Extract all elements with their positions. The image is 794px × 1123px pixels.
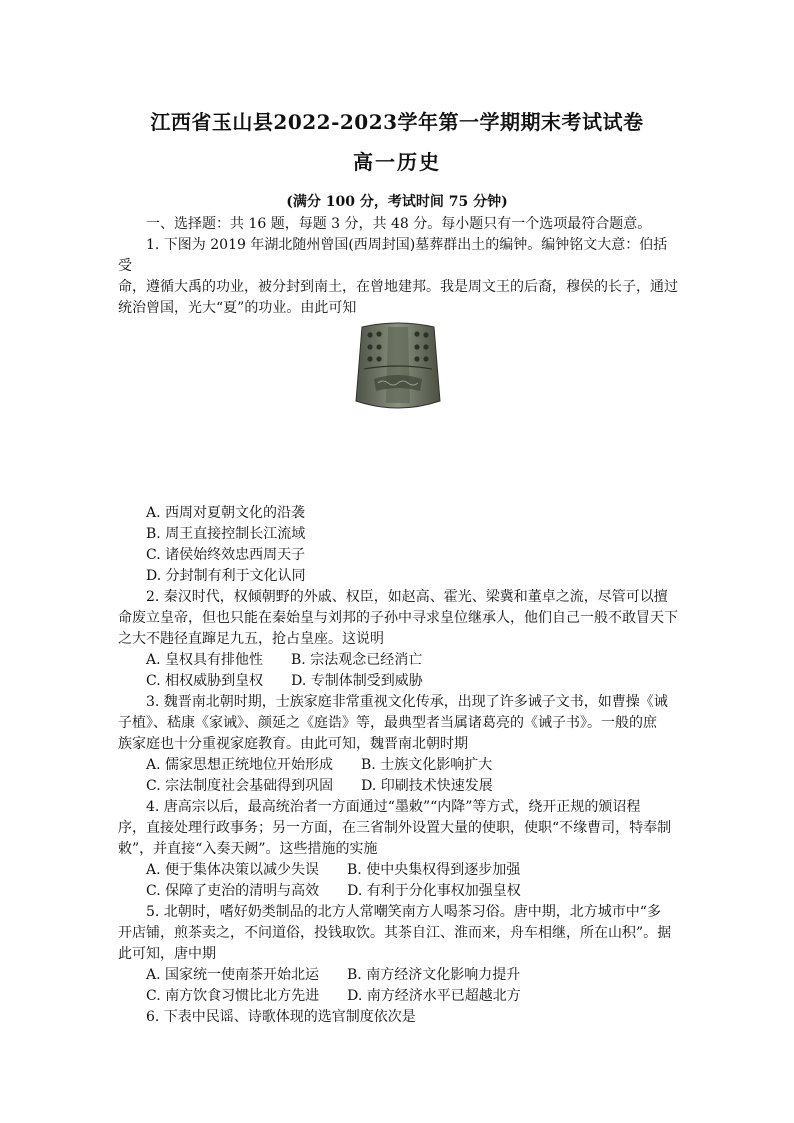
q4-options-row-2 [118,881,678,902]
q2-option-c: C. 相权威胁到皇权 [146,673,264,689]
q1-stem-line-2: 命，遵循大禹的功业，被分封到南土，在曾地建邦。我是周文王的后裔，穆侯的长子，通过 [118,279,678,295]
exam-title: 江西省玉山县2022-2023学年第一学期期末考试试卷 [150,110,644,134]
q1-stem-line-3: 统治曾国，光大“夏”的功业。由此可知 [118,300,357,316]
q3-stem-line-2: 子植》、嵇康《家诫》、颜延之《庭诰》等，最典型者当属诸葛亮的《诫子书》。一般的庶 [118,715,657,731]
bronze-bell-image [348,321,448,491]
q6-stem-line-1: 6. 下表中民谣、诗歌体现的选官制度依次是 [146,1009,416,1025]
section-instructions: 一、选择题：共 16 题，每题 3 分，共 48 分。每小题只有一个选项最符合题意。 [146,216,652,232]
q5-option-c: C. 南方饮食习惯比北方先进 [146,988,320,1004]
q2-options-row-1 [118,650,678,671]
q4-option-b: B. 使中央集权得到逐步加强 [347,862,521,878]
q3-option-b: B. 士族文化影响扩大 [361,757,493,773]
q1-stem-line-1: 1. 下图为 2019 年湖北随州曾国(西周封国)墓葬群出土的编钟。编钟铭文大意：伯括受 [118,237,668,274]
q3-stem-line-3: 族家庭也十分重视家庭教育。由此可知，魏晋南北朝时期 [118,736,468,752]
q4-option-c: C. 保障了吏治的清明与高效 [146,883,320,899]
q4-option-d: D. 有利于分化事权加强皇权 [347,883,521,899]
q5-stem-line-1: 5. 北朝时，嗜好奶类制品的北方人常嘲笑南方人喝茶习俗。唐中期，北方城市中“多 [146,904,661,920]
q4-options-row-1 [118,860,678,881]
q3-option-c: C. 宗法制度社会基础得到巩固 [146,778,334,794]
q5-option-d: D. 南方经济水平已超越北方 [347,988,521,1004]
q5-option-b: B. 南方经济文化影响力提升 [347,967,521,983]
q3-option-d: D. 印刷技术快速发展 [361,778,493,794]
q2-option-d: D. 专制体制受到威胁 [291,673,423,689]
q5-stem-line-2: 开店铺，煎茶卖之，不问道俗，投钱取饮。其茶自江、淮而来，舟车相继，所在山积”。据 [118,925,672,941]
q5-options-row-1 [118,965,678,986]
q4-option-a: A. 便于集体决策以减少失误 [146,862,320,878]
q3-option-a: A. 儒家思想正统地位开始形成 [146,757,334,773]
q1-option-a: A. 西周对夏朝文化的沿袭 [146,505,306,521]
q2-options-row-2 [118,671,678,692]
q3-options-row-1 [118,755,678,776]
subject-title: 高一历史 [353,150,441,174]
q1-option-c: C. 诸侯始终效忠西周天子 [146,547,306,563]
q3-options-row-2 [118,776,678,797]
q2-option-a: A. 皇权具有排他性 [146,652,264,668]
q2-stem-line-3: 之大不韪径直蹿足九五，抢占皇座。这说明 [118,631,384,647]
q1-option-d: D. 分封制有利于文化认同 [146,568,306,584]
q2-stem-line-2: 命废立皇帝，但也只能在秦始皇与刘邦的子孙中寻求皇位继承人，他们自己一般不敢冒天下 [118,610,678,626]
q5-options-row-2 [118,986,678,1007]
exam-body [118,214,678,1028]
q4-stem-line-2: 序，直接处理行政事务；另一方面，在三省制外设置大量的使职，使职“不缘曹司，特奉制 [118,820,672,836]
q5-stem-line-3: 此可知，唐中期 [118,946,216,962]
q1-option-b: B. 周王直接控制长江流域 [146,526,306,542]
q3-stem-line-1: 3. 魏晋南北朝时期，士族家庭非常重视文化传承，出现了许多诫子文书，如曹操《诫 [146,694,668,710]
exam-note: (满分 100 分，考试时间 75 分钟) [286,194,508,210]
q5-option-a: A. 国家统一使南茶开始北运 [146,967,320,983]
q4-stem-line-1: 4. 唐高宗以后，最高统治者一方面通过“墨敕”“内降”等方式，绕开正规的颁诏程 [146,799,641,815]
q4-stem-line-3: 敕”，并直接“入奏天阙”。这些措施的实施 [118,841,378,857]
q2-option-b: B. 宗法观念已经消亡 [291,652,423,668]
q2-stem-line-1: 2. 秦汉时代，权倾朝野的外戚、权臣，如赵高、霍光、梁冀和董卓之流，尽管可以擅 [146,589,668,605]
